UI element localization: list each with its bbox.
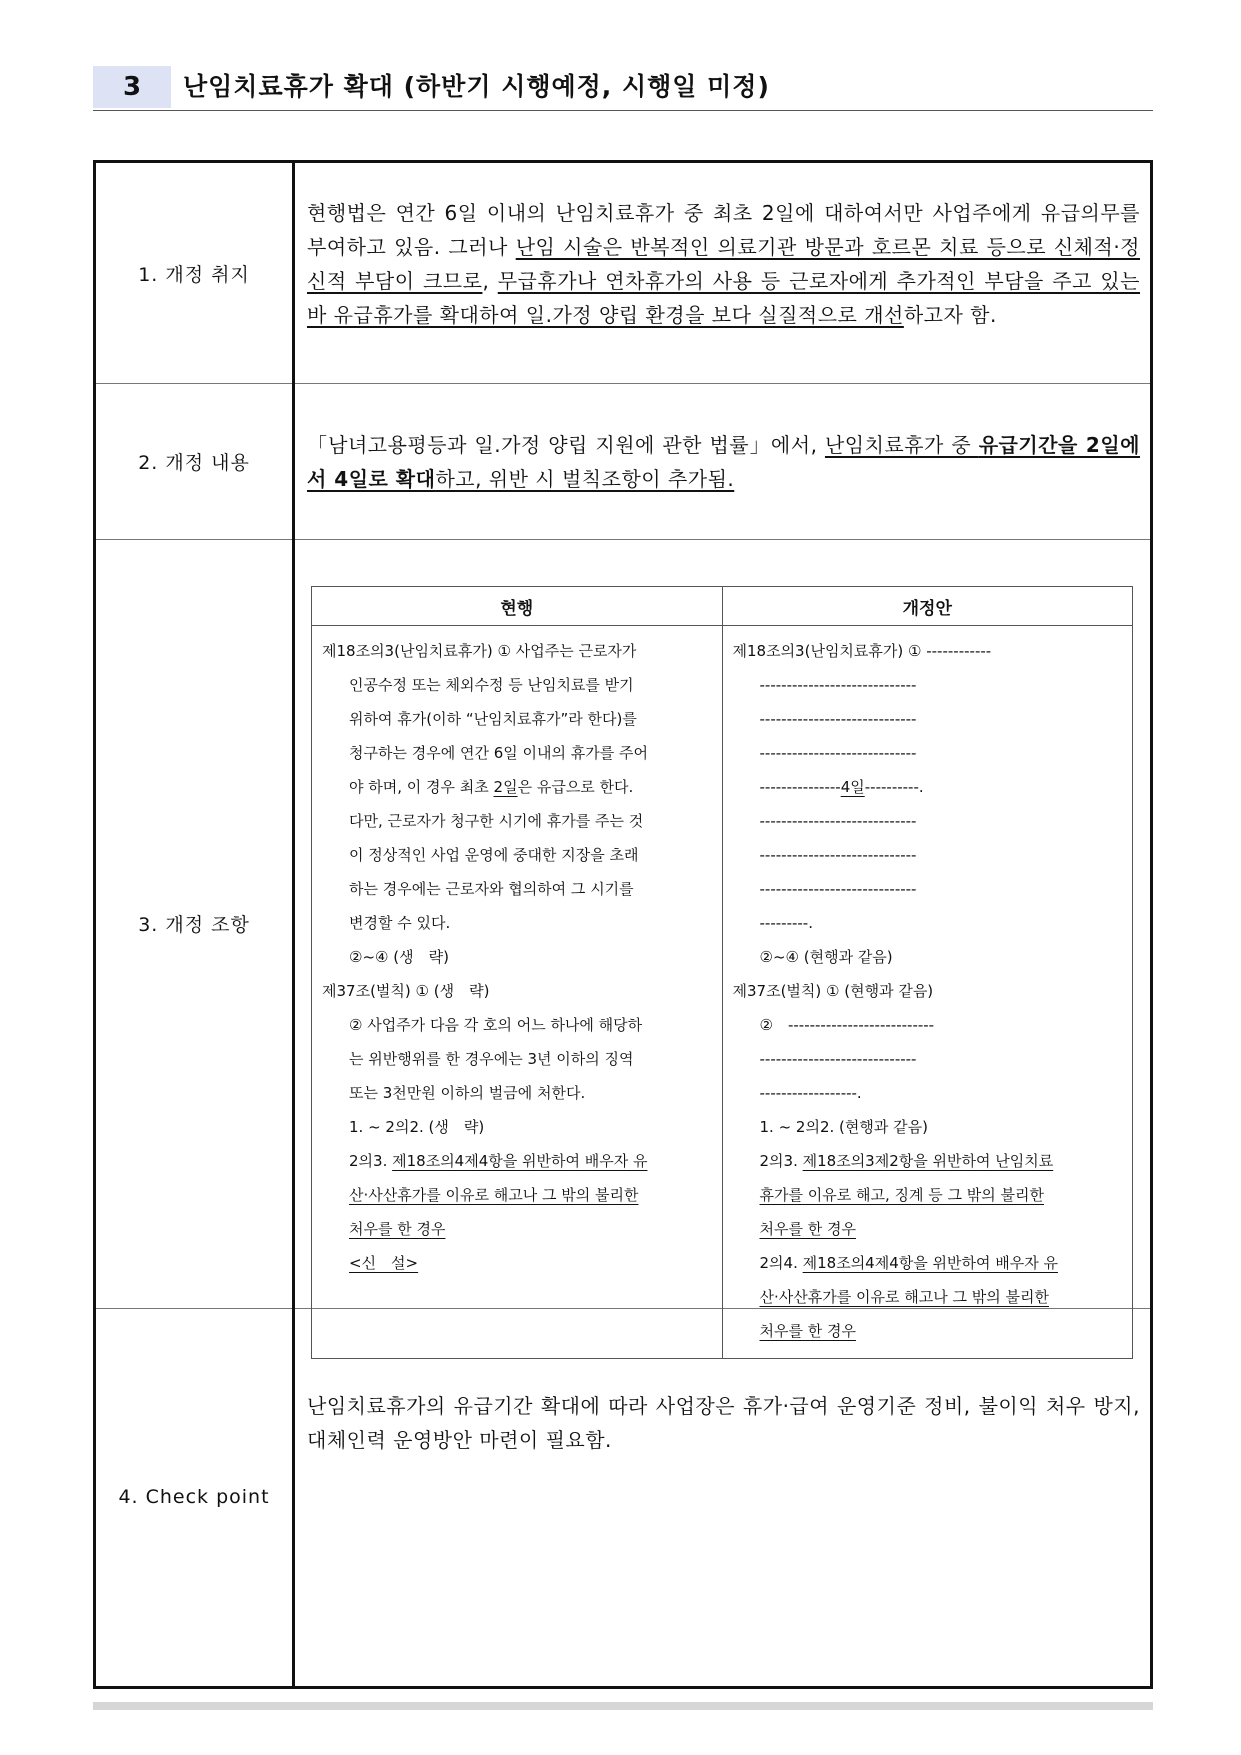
current-underlined-text: 제18조의4제4항을 위반하여 배우자 유 — [392, 1152, 648, 1170]
row-label-articles: 3. 개정 조항 — [96, 539, 295, 1308]
row-content-articles — [295, 539, 1150, 1340]
revised-underlined-text: 산·사산휴가를 이유로 해고나 그 밖의 불리한 — [759, 1288, 1049, 1306]
revised-line: ----------------------------- — [759, 710, 917, 728]
revised-line-part: --------------------------- — [787, 1016, 935, 1034]
revised-line-part: --------------- — [759, 778, 841, 796]
row-articles — [96, 539, 1150, 1340]
current-line — [322, 1246, 714, 1280]
row-label-purpose: 1. 개정 취지 — [96, 163, 295, 383]
current-line: 는 위반행위를 한 경우에는 3년 이하의 징역 — [349, 1050, 634, 1068]
current-underlined-text: 처우를 한 경우 — [349, 1220, 446, 1238]
current-paid-days: 2일 — [493, 778, 518, 796]
current-line: 1. ~ 2의2. (생 략) — [349, 1118, 485, 1136]
current-line — [322, 1144, 714, 1178]
revised-underlined-text: 제18조의3제2항을 위반하여 난임치료 — [802, 1152, 1054, 1170]
checkpoint-text: 난임치료휴가의 유급기간 확대에 따라 사업장은 휴가·급여 운영기준 정비, 불이익 처우 방지, 대체인력 운영방안 마련이 필요함. — [307, 1394, 1140, 1452]
current-line: 변경할 수 있다. — [349, 914, 451, 932]
revised-line: ②~④ (현행과 같음) — [759, 948, 893, 966]
content-bold-text: 유급기간을 2일에서 4일로 확대 — [307, 433, 1140, 491]
revised-underlined-text: 휴가를 이유로 해고, 징계 등 그 밖의 불리한 — [759, 1186, 1044, 1204]
purpose-text-part: 하고자 함. — [903, 303, 997, 327]
content-text-part: 「남녀고용평등과 일.가정 양립 지원에 관한 법률」에서, — [307, 433, 825, 457]
purpose-text-part: 현행법은 연간 6일 이내의 난임치료휴가 중 최초 2일에 대하여서만 사업주에게 유급의무를 부여하고 있음. 그러나 — [307, 201, 1140, 259]
section-number: 3 — [93, 66, 171, 108]
revised-line: ----------------------------- — [759, 846, 917, 864]
revised-line-part: ② — [759, 1016, 788, 1034]
purpose-text-part: , — [482, 269, 498, 293]
column-header-current: 현행 — [312, 587, 723, 626]
current-line: 제37조(벌칙) ① (생 략) — [322, 982, 490, 1000]
current-underlined-text: 산·사산휴가를 이유로 해고나 그 밖의 불리한 — [349, 1186, 639, 1204]
revised-line — [733, 1246, 1125, 1280]
column-header-revised: 개정안 — [722, 587, 1133, 626]
row-content — [96, 383, 1150, 540]
current-line: 청구하는 경우에 연간 6일 이내의 휴가를 주어 — [349, 744, 648, 762]
current-line-part: 은 유급으로 한다. — [517, 778, 634, 796]
current-line: 위하여 휴가(이하 “난임치료휴가”라 한다)를 — [349, 710, 637, 728]
current-line: ② 사업주가 다음 각 호의 어느 하나에 해당하 — [349, 1016, 643, 1034]
comparison-table — [311, 586, 1133, 1359]
revised-line: ------------------. — [759, 1084, 862, 1102]
current-line — [322, 1212, 714, 1246]
section-title: 난임치료휴가 확대 (하반기 시행예정, 시행일 미정) — [183, 72, 770, 101]
row-content-content — [295, 383, 1150, 539]
revised-line — [733, 634, 1125, 668]
revised-line — [733, 1178, 1125, 1212]
revised-line-part: ----------. — [864, 778, 924, 796]
revised-law-cell — [722, 626, 1133, 1359]
revised-line: ----------------------------- — [759, 880, 917, 898]
revised-line: ---------. — [759, 914, 813, 932]
revised-line: ----------------------------- — [759, 744, 917, 762]
current-line: 제18조의3(난임치료휴가) ① 사업주는 근로자가 — [322, 642, 637, 660]
revised-line — [733, 770, 1125, 804]
row-content-purpose — [295, 163, 1150, 383]
purpose-underlined-text: 난임 시술은 반복적인 의료기관 방문과 호르몬 치료 등으로 신체적·정신적 부담이 크므로 — [307, 235, 1140, 293]
amendment-table — [93, 160, 1153, 1689]
revised-line-part: 제18조의3(난임치료휴가) ① — [732, 642, 927, 660]
current-line — [322, 1178, 714, 1212]
revised-line-part: 2의4. — [759, 1254, 803, 1272]
content-text — [307, 428, 1140, 496]
content-underlined-text: 난임치료휴가 중 — [824, 433, 979, 457]
current-line-part: 야 하며, 이 경우 최초 — [349, 778, 494, 796]
revised-line: ----------------------------- — [759, 1050, 917, 1068]
current-line: 하는 경우에는 근로자와 협의하여 그 시기를 — [349, 880, 634, 898]
revised-line: ----------------------------- — [759, 676, 917, 694]
revised-line: ----------------------------- — [759, 812, 917, 830]
revised-line — [733, 1144, 1125, 1178]
purpose-text — [307, 196, 1140, 332]
row-content-checkpoint — [295, 1308, 1150, 1686]
current-line: 다만, 근로자가 청구한 시기에 휴가를 주는 것 — [349, 812, 644, 830]
revised-line-part: 2의3. — [759, 1152, 803, 1170]
revised-underlined-text: 처우를 한 경우 — [759, 1322, 856, 1340]
revised-line — [733, 1212, 1125, 1246]
revised-underlined-text: 제18조의4제4항을 위반하여 배우자 유 — [802, 1254, 1058, 1272]
current-line — [322, 770, 714, 804]
purpose-underlined-text: 무급휴가나 연차휴가의 사용 등 근로자에게 추가적인 부담을 주고 있는 바 유급휴가를 확대하여 일.가정 양립 환경을 보다 실질적으로 개선 — [307, 269, 1140, 327]
row-checkpoint — [96, 1308, 1150, 1686]
revised-line: 1. ~ 2의2. (현행과 같음) — [759, 1118, 928, 1136]
row-label-content: 2. 개정 내용 — [96, 383, 295, 539]
current-law-cell — [312, 626, 723, 1359]
footer-bar — [93, 1702, 1153, 1710]
row-purpose — [96, 163, 1150, 384]
row-label-checkpoint: 4. Check point — [96, 1308, 295, 1686]
current-line-part: 2의3. — [349, 1152, 393, 1170]
section-header — [93, 62, 1153, 111]
revised-paid-days: 4일 — [840, 778, 865, 796]
current-line: 인공수정 또는 체외수정 등 난임치료를 받기 — [349, 676, 634, 694]
revised-line: 제37조(벌칙) ① (현행과 같음) — [732, 982, 934, 1000]
current-line: 이 정상적인 사업 운영에 중대한 지장을 초래 — [349, 846, 639, 864]
revised-line — [733, 1008, 1125, 1042]
revised-line-part: ------------ — [926, 642, 992, 660]
current-line: ②~④ (생 략) — [349, 948, 449, 966]
current-line: 또는 3천만원 이하의 벌금에 처한다. — [349, 1084, 586, 1102]
content-underlined-text: 하고, 위반 시 벌칙조항이 추가됨. — [435, 467, 735, 491]
revised-underlined-text: 처우를 한 경우 — [759, 1220, 856, 1238]
current-new-marker: <신 설> — [349, 1254, 419, 1272]
